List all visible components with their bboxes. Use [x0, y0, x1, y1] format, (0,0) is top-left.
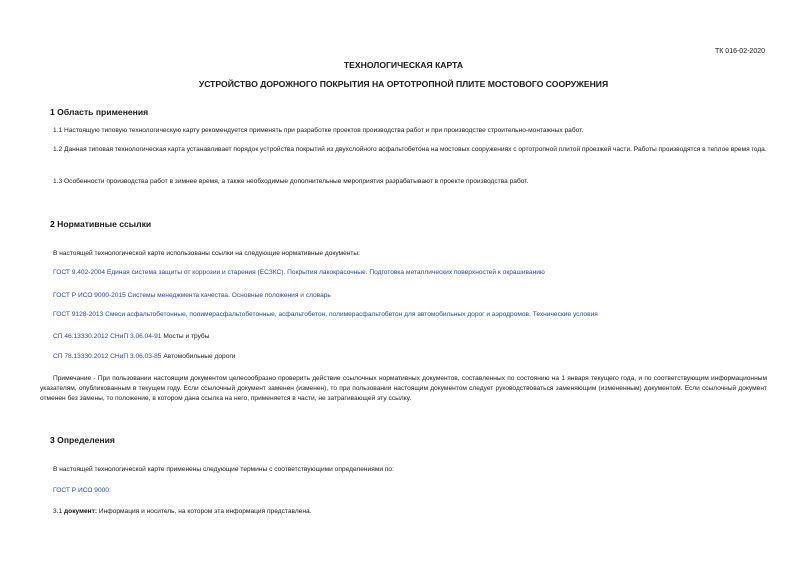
definitions-source-link[interactable]: ГОСТ Р ИСО 9000: [53, 487, 111, 494]
paragraph-1-3: 1.3 Особенности производства работ в зимнее время, а также необходимые дополнительные мероприятия разрабатывают в проекте производства работ. [53, 178, 529, 185]
document-code: ТК 016-02-2020 [715, 48, 765, 55]
definition-3-1 [53, 507, 312, 517]
reference-link[interactable]: ГОСТ 9.402-2004 Единая система защиты от коррозии и старения (ЕСЗКС). Покрытия лакокрасочные. Подготовка металлических поверхностей к окрашиванию [53, 269, 545, 276]
definition-text: Информация и носитель, на котором эта информация представлена. [97, 508, 312, 515]
paragraph-1-1: 1.1 Настоящую типовую технологическую карту рекомендуется применять при разработке проектов производства работ и при производстве строительно-монтажных работ. [53, 127, 584, 134]
definition-number: 3.1 [53, 508, 64, 515]
definitions-intro: В настоящей технологической карте применены следующие термины с соответствующими определениями по: [53, 466, 394, 473]
section-1-heading: 1 Область применения [50, 107, 149, 117]
section-3-heading: 3 Определения [50, 435, 115, 445]
reference-link[interactable]: СП 78.13330.2012 СНиП 3.06.03-85 [53, 353, 162, 360]
reference-gost-9128[interactable] [53, 310, 598, 320]
paragraph-1-2: 1.2 Данная типовая технологическая карта устанавливает порядок устройства покрытий из двухслойного асфальтобетона на мостовых сооружениях с ортотропной плитой проезжей части. Работы производятся в теплое время года. [53, 146, 767, 153]
reference-title: Автомобильные дороги [161, 353, 236, 360]
document-subtitle: УСТРОЙСТВО ДОРОЖНОГО ПОКРЫТИЯ НА ОРТОТРОПНОЙ ПЛИТЕ МОСТОВОГО СООРУЖЕНИЯ [198, 79, 609, 89]
references-intro: В настоящей технологической карте использованы ссылки на следующие нормативные документы: [53, 250, 360, 257]
reference-sp-78[interactable] [53, 352, 235, 362]
reference-gost-9-402[interactable] [53, 268, 545, 278]
reference-gost-r-iso-9000[interactable] [53, 291, 331, 301]
reference-link[interactable]: ГОСТ Р ИСО 9000-2015 Системы менеджмента качества. Основные положения и словарь [53, 292, 331, 299]
definition-term: документ: [64, 508, 98, 515]
document-title: ТЕХНОЛОГИЧЕСКАЯ КАРТА [343, 60, 464, 70]
reference-title: Мосты и трубы [161, 333, 210, 340]
section-2-heading: 2 Нормативные ссылки [50, 219, 152, 229]
reference-link[interactable]: ГОСТ 9128-2013 Смеси асфальтобетонные, полимерасфальтобетонные, асфальтобетон, полимерасфальтобетон для автомобильных дорог и аэродромов. Технические условия [53, 311, 598, 318]
definitions-source[interactable] [53, 486, 111, 496]
reference-link[interactable]: СП 46.13330.2012 СНиП 3.06.04-91 [53, 333, 162, 340]
references-note: Примечание - При пользовании настоящим документом целесообразно проверить действие ссылочных нормативных документов, составленных по состоянию на 1 января текущего года, и по соответствующим информационным указателям, опубликованным в текущем году. Если ссылочный документ заменен (изменен), то при пользовании настоящим документом следует руководствоваться заменяющим (измененным) документом. Если ссылочный документ отменен без замены, то положение, в котором дана ссылка на него, применяется в части, не затрагивающей эту ссылку. [40, 375, 767, 402]
reference-sp-46[interactable] [53, 332, 209, 342]
